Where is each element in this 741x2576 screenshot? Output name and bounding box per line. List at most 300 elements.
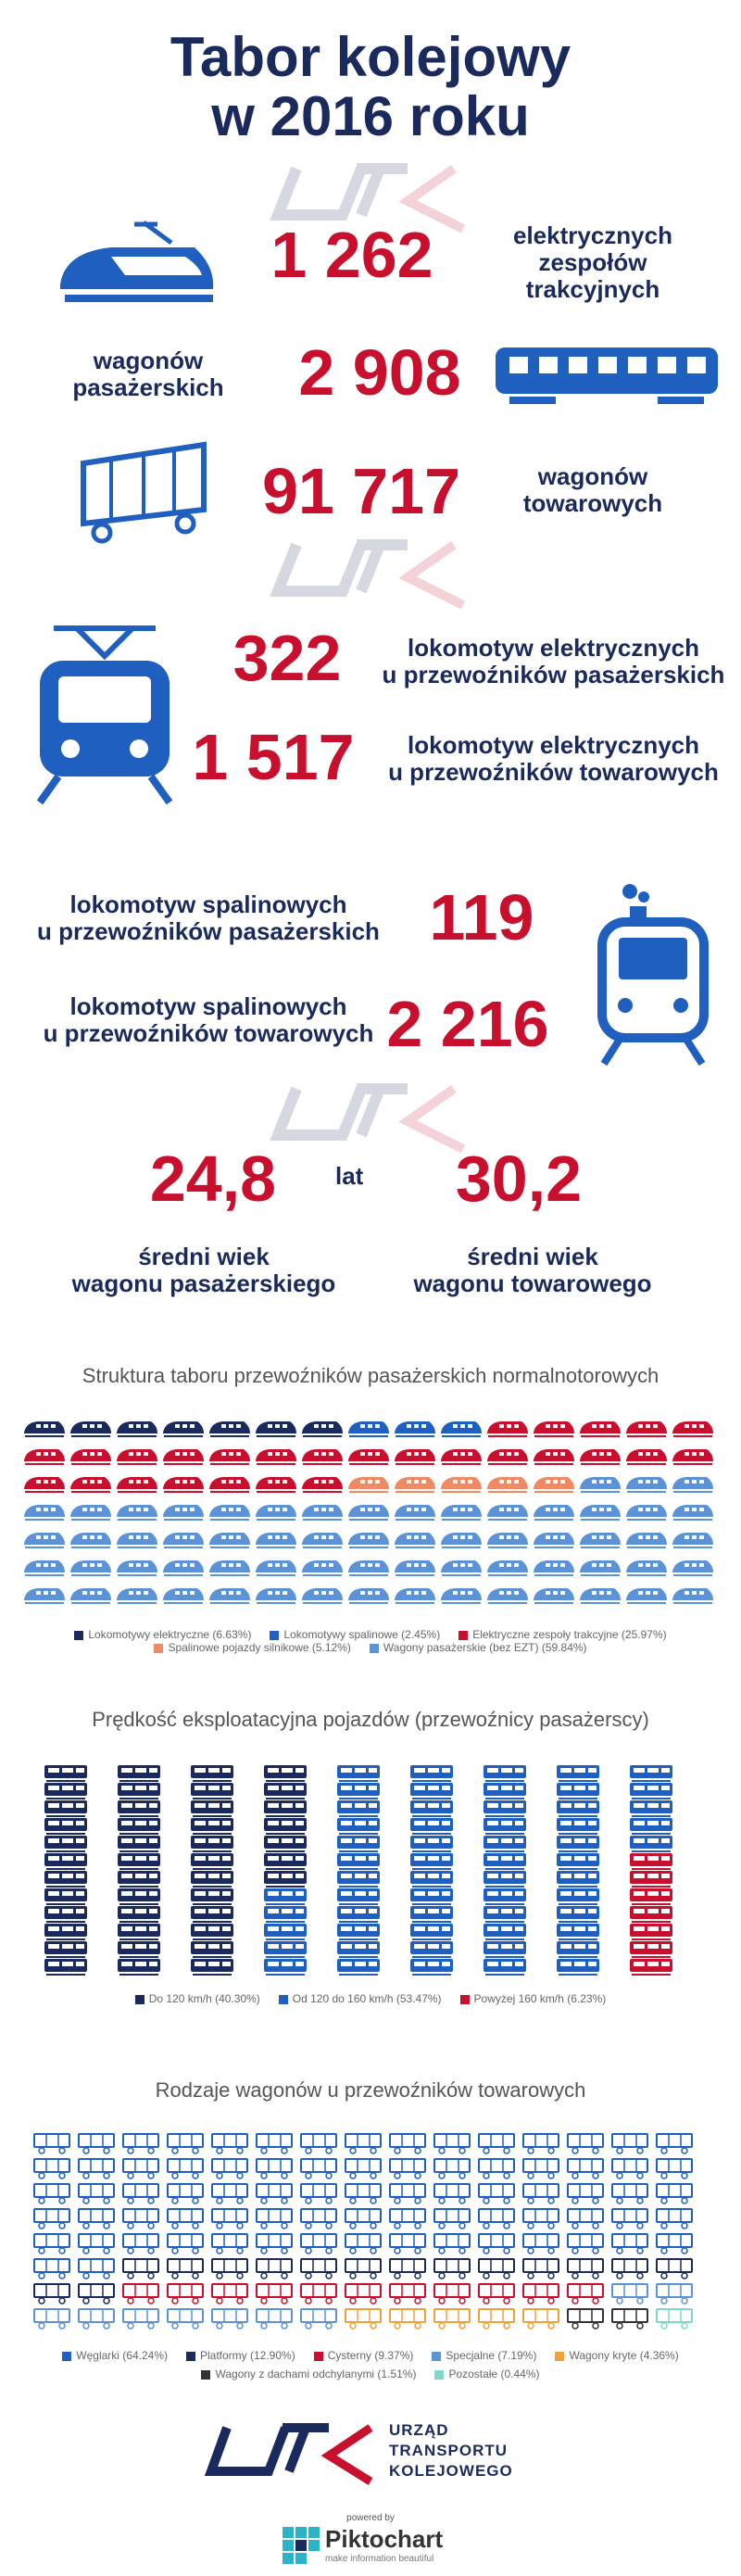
- age-unit: lat: [335, 1162, 364, 1190]
- legend-item: [186, 2346, 295, 2365]
- train-front-icon: [484, 1836, 526, 1852]
- high-speed-train-icon: [534, 1505, 574, 1521]
- freight-wagon-icon: [568, 2259, 603, 2279]
- age-pas-label: średni wiek wagonu pasażerskiego: [71, 1243, 336, 1297]
- freight-wagon-icon: [390, 2284, 425, 2304]
- chart3-legend: [37, 2346, 704, 2383]
- freight-wagon-icon: [212, 2284, 247, 2304]
- freight-wagon-icon: [79, 2209, 114, 2229]
- freight-wagon-icon: [612, 2309, 647, 2329]
- high-speed-train-icon: [70, 1449, 111, 1465]
- freight-wagon-icon: [657, 2309, 692, 2329]
- high-speed-train-icon: [256, 1421, 296, 1437]
- freight-wagon-icon: [34, 2184, 69, 2203]
- high-speed-train-icon: [441, 1560, 482, 1576]
- train-front-icon: [630, 1818, 672, 1835]
- legend-label: Lokomotywy elektryczne (6.63%): [88, 1628, 252, 1641]
- high-speed-train-icon: [580, 1560, 621, 1576]
- freight-wagon-icon: [123, 2284, 158, 2304]
- high-speed-train-icon: [534, 1588, 574, 1604]
- high-speed-train-icon: [626, 1533, 667, 1548]
- freight-wagon-icon: [390, 2209, 425, 2229]
- age-tow-label: średni wiek wagonu towarowego: [413, 1243, 652, 1297]
- legend-label: Wagony kryte (4.36%): [569, 2349, 679, 2362]
- high-speed-train-icon: [534, 1421, 574, 1437]
- freight-wagon-icon: [34, 2259, 69, 2279]
- high-speed-train-icon: [24, 1421, 65, 1437]
- high-speed-train-icon: [302, 1505, 343, 1521]
- freight-wagon-icon: [212, 2259, 247, 2279]
- legend-item: [270, 1628, 440, 1641]
- train-front-icon: [191, 1871, 233, 1888]
- freight-wagon-icon: [523, 2209, 559, 2229]
- high-speed-train-icon: [302, 1477, 343, 1493]
- train-front-icon: [557, 1800, 599, 1817]
- high-speed-train-icon: [348, 1449, 389, 1465]
- freight-wagon-icon: [123, 2234, 158, 2254]
- freight-wagon-icon: [612, 2134, 647, 2153]
- train-front-icon: [264, 1941, 307, 1958]
- train-front-icon: [191, 1906, 233, 1923]
- legend-item: [460, 1992, 607, 2005]
- freight-wagon-icon: [168, 2159, 203, 2178]
- freight-wagon-icon: [257, 2284, 292, 2304]
- freight-wagon-icon: [568, 2184, 603, 2203]
- train-front-icon: [410, 1906, 453, 1923]
- high-speed-train-icon: [163, 1477, 204, 1493]
- train-front-icon: [44, 1924, 87, 1940]
- high-speed-train-icon: [672, 1588, 713, 1604]
- train-front-icon: [337, 1783, 380, 1799]
- legend-item: [135, 1992, 260, 2005]
- train-front-icon: [630, 1924, 672, 1940]
- train-front-icon: [410, 1888, 453, 1905]
- utk-watermark-2: [269, 536, 472, 610]
- freight-wagon-icon: [657, 2284, 692, 2304]
- train-front-icon: [337, 1836, 380, 1852]
- train-front-icon: [191, 1888, 233, 1905]
- freight-wagon-icon: [345, 2234, 381, 2254]
- train-front-icon: [410, 1800, 453, 1817]
- high-speed-train-icon: [70, 1560, 111, 1576]
- train-front-icon: [264, 1906, 307, 1923]
- high-speed-train-icon: [395, 1505, 435, 1521]
- high-speed-train-icon: [209, 1560, 250, 1576]
- train-front-icon: [44, 1941, 87, 1958]
- high-speed-train-icon: [534, 1560, 574, 1576]
- ezt-count: 1 262: [270, 219, 433, 291]
- legend-swatch: [279, 1995, 288, 2004]
- freight-wagon-icon: [123, 2259, 158, 2279]
- high-speed-train-icon: [534, 1449, 574, 1465]
- train-front-icon: [337, 1765, 380, 1782]
- train-front-icon: [191, 1765, 233, 1782]
- freight-wagon-icon: [79, 2134, 114, 2153]
- high-speed-train-icon: [580, 1449, 621, 1465]
- train-front-icon: [337, 1871, 380, 1888]
- el-pas-label: lokomotyw elektrycznych u przewoźników pasażerskich: [382, 634, 725, 688]
- high-speed-train-icon: [163, 1533, 204, 1548]
- legend-item: [458, 1628, 666, 1641]
- train-front-icon: [264, 1800, 307, 1817]
- page-title: [0, 28, 741, 146]
- train-front-icon: [484, 1818, 526, 1835]
- high-speed-train-icon: [70, 1588, 111, 1604]
- train-front-icon: [191, 1800, 233, 1817]
- high-speed-train-icon: [395, 1560, 435, 1576]
- freight-wagon-icon: [34, 2159, 69, 2178]
- train-front-icon: [191, 1853, 233, 1870]
- train-front-icon: [630, 1853, 672, 1870]
- train-front-icon: [630, 1906, 672, 1923]
- freight-wagon-icon: [301, 2184, 336, 2203]
- train-front-icon: [191, 1818, 233, 1835]
- legend-label: Powyżej 160 km/h (6.23%): [473, 1992, 607, 2005]
- powered-by: powered by: [346, 2513, 395, 2523]
- high-speed-train-icon: [24, 1533, 65, 1548]
- train-front-icon: [337, 1853, 380, 1870]
- legend-item: [555, 2346, 678, 2365]
- high-speed-train-icon: [487, 1449, 528, 1465]
- piktochart-brand: Piktochart: [325, 2525, 444, 2553]
- train-front-icon: [118, 1836, 160, 1852]
- legend-swatch: [135, 1995, 144, 2004]
- train-front-icon: [191, 1959, 233, 1976]
- freight-wagon-icon: [212, 2134, 247, 2153]
- freight-wagon-icon: [257, 2184, 292, 2203]
- train-front-icon: [484, 1924, 526, 1940]
- freight-wagon-icon: [523, 2259, 559, 2279]
- high-speed-train-icon: [209, 1588, 250, 1604]
- high-speed-train-icon: [672, 1560, 713, 1576]
- sp-pas-count: 119: [429, 881, 534, 953]
- train-front-icon: [337, 1800, 380, 1817]
- high-speed-train-icon: [24, 1505, 65, 1521]
- high-speed-train-icon: [348, 1477, 389, 1493]
- high-speed-train-icon: [209, 1533, 250, 1548]
- freight-wagon-icon: [257, 2134, 292, 2153]
- train-front-icon: [118, 1871, 160, 1888]
- train-front-icon: [484, 1871, 526, 1888]
- freight-wagon-icon: [479, 2134, 514, 2153]
- high-speed-train-icon: [395, 1588, 435, 1604]
- high-speed-train-icon: [209, 1477, 250, 1493]
- legend-label: Specjalne (7.19%): [446, 2349, 537, 2362]
- freight-wagon-icon: [657, 2184, 692, 2203]
- legend-item: [154, 1641, 350, 1654]
- freight-wagon-icon: [168, 2259, 203, 2279]
- freight-wagon-icon: [301, 2134, 336, 2153]
- high-speed-train-icon: [626, 1505, 667, 1521]
- legend-item: [62, 2346, 168, 2365]
- train-front-icon: [264, 1783, 307, 1799]
- train-front-icon: [118, 1765, 160, 1782]
- high-speed-train-icon: [24, 1477, 65, 1493]
- high-speed-train-icon: [534, 1533, 574, 1548]
- high-speed-train-icon: [70, 1533, 111, 1548]
- chart1-title: Struktura taboru przewoźników pasażerskich normalnotorowych: [82, 1364, 659, 1387]
- train-front-icon: [557, 1888, 599, 1905]
- freight-wagon-icon: [523, 2284, 559, 2304]
- freight-wagon-icon: [212, 2309, 247, 2329]
- high-speed-train-icon: [441, 1421, 482, 1437]
- freight-wagon-icon: [434, 2284, 470, 2304]
- freight-wagon-icon: [479, 2209, 514, 2229]
- high-speed-train-icon: [672, 1449, 713, 1465]
- freight-wagon-icon: [212, 2159, 247, 2178]
- train-front-icon: [44, 1783, 87, 1799]
- high-speed-train-icon: [395, 1449, 435, 1465]
- high-speed-train-icon: [348, 1588, 389, 1604]
- high-speed-train-icon: [441, 1533, 482, 1548]
- high-speed-train-icon: [302, 1449, 343, 1465]
- train-front-icon: [557, 1818, 599, 1835]
- freight-wagon-icon: [390, 2259, 425, 2279]
- freight-wagon-icon: [612, 2284, 647, 2304]
- train-front-icon: [484, 1783, 526, 1799]
- age-pas-value: 24,8: [149, 1143, 277, 1215]
- legend-label: Cysterny (9.37%): [327, 2349, 414, 2362]
- train-front-icon: [630, 1765, 672, 1782]
- pictogram-svg: [44, 1765, 703, 1976]
- train-front-icon: [557, 1836, 599, 1852]
- high-speed-train-icon: [256, 1588, 296, 1604]
- train-front-icon: [44, 1836, 87, 1852]
- diesel-locomotive-icon: [593, 880, 713, 1066]
- freight-wagon-icon: [79, 2284, 114, 2304]
- freight-wagon-icon: [568, 2209, 603, 2229]
- freight-wagon-icon: [79, 2259, 114, 2279]
- train-front-icon: [484, 1959, 526, 1976]
- title-line-1: Tabor kolejowy: [170, 26, 571, 88]
- legend-swatch: [555, 2352, 564, 2361]
- high-speed-train-icon: [163, 1588, 204, 1604]
- train-front-icon: [118, 1906, 160, 1923]
- high-speed-train-icon: [117, 1588, 157, 1604]
- sp-tow-count: 2 216: [386, 988, 549, 1060]
- train-front-icon: [410, 1853, 453, 1870]
- freight-wagon-icon: [168, 2309, 203, 2329]
- freight-wagon-icon: [34, 2309, 69, 2329]
- ezt-label: elektrycznych zespołów trakcyjnych: [513, 221, 672, 303]
- freight-wagon-icon: [523, 2234, 559, 2254]
- org-name: URZĄD TRANSPORTU KOLEJOWEGO: [389, 2421, 513, 2480]
- freight-wagon-icon: [257, 2234, 292, 2254]
- high-speed-train-icon: [395, 1421, 435, 1437]
- legend-swatch: [186, 2352, 195, 2361]
- high-speed-train-icon: [24, 1560, 65, 1576]
- high-speed-train-icon: [117, 1477, 157, 1493]
- freight-wagon-icon: [123, 2134, 158, 2153]
- chart2-pictogram: [44, 1765, 702, 1978]
- freight-wagon-icon: [479, 2284, 514, 2304]
- train-front-icon: [191, 1924, 233, 1940]
- high-speed-train-icon: [256, 1449, 296, 1465]
- high-speed-train-icon: [302, 1588, 343, 1604]
- train-front-icon: [630, 1871, 672, 1888]
- train-front-icon: [557, 1765, 599, 1782]
- train-front-icon: [264, 1871, 307, 1888]
- freight-wagon-icon: [301, 2209, 336, 2229]
- train-front-icon: [44, 1818, 87, 1835]
- sp-tow-label: lokomotyw spalinowych u przewoźników towarowych: [43, 992, 374, 1047]
- high-speed-train-icon: [534, 1477, 574, 1493]
- title-line-2: w 2016 roku: [211, 85, 530, 147]
- legend-item: [74, 1628, 251, 1641]
- freight-wagon-icon: [434, 2209, 470, 2229]
- train-front-icon: [118, 1941, 160, 1958]
- high-speed-train-icon: [348, 1421, 389, 1437]
- high-speed-train-icon: [209, 1449, 250, 1465]
- train-front-icon: [337, 1888, 380, 1905]
- freight-wagon-icon: [301, 2284, 336, 2304]
- legend-label: Lokomotywy spalinowe (2.45%): [283, 1628, 441, 1641]
- freight-wagon-icon: [257, 2209, 292, 2229]
- high-speed-train-icon: [672, 1477, 713, 1493]
- train-front-icon: [557, 1959, 599, 1976]
- high-speed-train-icon: [626, 1421, 667, 1437]
- legend-label: Platformy (12.90%): [199, 2349, 295, 2362]
- freight-wagon-icon: [301, 2159, 336, 2178]
- freight-wagon-icon: [212, 2184, 247, 2203]
- freight-wagon-icon: [568, 2134, 603, 2153]
- freight-wagon-icon: [345, 2159, 381, 2178]
- high-speed-train-icon: [117, 1533, 157, 1548]
- chart1-legend: [19, 1628, 722, 1654]
- freight-wagon-icon: [168, 2184, 203, 2203]
- train-front-icon: [44, 1871, 87, 1888]
- tow-wag-count: 91 717: [261, 455, 461, 527]
- train-front-icon: [630, 1941, 672, 1958]
- sp-pas-label: lokomotyw spalinowych u przewoźników pasażerskich: [37, 890, 380, 945]
- high-speed-train-icon: [441, 1505, 482, 1521]
- high-speed-train-icon: [487, 1588, 528, 1604]
- legend-label: Spalinowe pojazdy silnikowe (5.12%): [168, 1641, 351, 1654]
- train-front-icon: [118, 1924, 160, 1940]
- freight-wagon-icon: [301, 2259, 336, 2279]
- high-speed-train-icon: [441, 1588, 482, 1604]
- train-front-icon: [557, 1924, 599, 1940]
- el-pas-count: 322: [232, 622, 342, 694]
- train-front-icon: [337, 1959, 380, 1976]
- legend-swatch: [314, 2352, 323, 2361]
- chart1-pictogram: [23, 1418, 718, 1612]
- freight-wagon-icon: [301, 2309, 336, 2329]
- high-speed-train-icon: [70, 1505, 111, 1521]
- piktochart-logo: [283, 2525, 458, 2571]
- freight-wagon-icon: [523, 2134, 559, 2153]
- freight-wagon-icon: [479, 2159, 514, 2178]
- train-front-icon: [410, 1783, 453, 1799]
- chart3-title: Rodzaje wagonów u przewoźników towarowych: [155, 2078, 586, 2102]
- freight-wagon-icon: [34, 2209, 69, 2229]
- train-front-icon: [118, 1888, 160, 1905]
- train-front-icon: [630, 1888, 672, 1905]
- freight-wagon-icon: [434, 2259, 470, 2279]
- freight-wagon-icon: [168, 2134, 203, 2153]
- train-front-icon: [264, 1888, 307, 1905]
- train-front-icon: [484, 1800, 526, 1817]
- high-speed-train-icon: [580, 1477, 621, 1493]
- legend-item: [370, 1641, 587, 1654]
- freight-wagon-icon: [301, 2234, 336, 2254]
- freight-wagon-icon: [390, 2134, 425, 2153]
- high-speed-train-icon: [256, 1533, 296, 1548]
- high-speed-train-icon: [70, 1421, 111, 1437]
- train-front-icon: [484, 1906, 526, 1923]
- high-speed-train-icon: [626, 1449, 667, 1465]
- freight-wagon-icon: [212, 2209, 247, 2229]
- train-front-icon: [118, 1818, 160, 1835]
- freight-wagon-icon: [212, 2234, 247, 2254]
- train-front-icon: [410, 1818, 453, 1835]
- train-front-icon: [118, 1959, 160, 1976]
- high-speed-train-icon: [580, 1421, 621, 1437]
- freight-wagon-icon: [479, 2234, 514, 2254]
- freight-wagon-icon: [612, 2159, 647, 2178]
- high-speed-train-icon: [487, 1421, 528, 1437]
- freight-wagon-icon: [345, 2134, 381, 2153]
- legend-label: Od 120 do 160 km/h (53.47%): [292, 1992, 442, 2005]
- el-tow-label: lokomotyw elektrycznych u przewoźników towarowych: [388, 731, 719, 786]
- legend-item: [432, 2346, 536, 2365]
- high-speed-train-icon: [441, 1449, 482, 1465]
- train-front-icon: [410, 1836, 453, 1852]
- freight-wagon-icon: [479, 2309, 514, 2329]
- high-speed-train-icon: [487, 1533, 528, 1548]
- high-speed-train-icon: [163, 1449, 204, 1465]
- legend-item: [434, 2365, 539, 2383]
- high-speed-train-icon: [395, 1477, 435, 1493]
- piktochart-mark-icon: [283, 2527, 320, 2570]
- freight-wagon-icon: [479, 2184, 514, 2203]
- passenger-car-icon: [491, 343, 722, 408]
- train-front-icon: [191, 1941, 233, 1958]
- high-speed-train-icon: [580, 1505, 621, 1521]
- freight-wagon-icon: [34, 2284, 69, 2304]
- train-front-icon: [264, 1959, 307, 1976]
- freight-wagon-icon: [434, 2234, 470, 2254]
- high-speed-train-icon: [348, 1505, 389, 1521]
- freight-wagon-icon: [257, 2259, 292, 2279]
- legend-swatch: [74, 1631, 83, 1640]
- freight-wagon-icon: [390, 2159, 425, 2178]
- train-front-icon: [484, 1765, 526, 1782]
- high-speed-train-icon: [256, 1477, 296, 1493]
- train-front-icon: [630, 1959, 672, 1976]
- legend-swatch: [434, 2370, 444, 2380]
- train-front-icon: [44, 1800, 87, 1817]
- legend-swatch: [201, 2370, 210, 2380]
- train-front-icon: [410, 1765, 453, 1782]
- high-speed-train-icon: [209, 1505, 250, 1521]
- freight-wagon-icon: [523, 2309, 559, 2329]
- utk-logo: [204, 2420, 380, 2485]
- freight-wagon-icon: [657, 2259, 692, 2279]
- freight-wagon-icon: [79, 2309, 114, 2329]
- pictogram-svg: [23, 1418, 718, 1612]
- train-front-icon: [410, 1941, 453, 1958]
- train-front-icon: [410, 1871, 453, 1888]
- train-front-icon: [484, 1888, 526, 1905]
- high-speed-train-icon: [580, 1533, 621, 1548]
- train-front-icon: [410, 1924, 453, 1940]
- pas-wag-label: wagonów pasażerskich: [72, 347, 224, 401]
- chart2-title: Prędkość eksploatacyjna pojazdów (przewoźnicy pasażerscy): [92, 1708, 649, 1731]
- freight-wagon-icon: [434, 2184, 470, 2203]
- legend-swatch: [432, 2352, 441, 2361]
- train-front-icon: [337, 1906, 380, 1923]
